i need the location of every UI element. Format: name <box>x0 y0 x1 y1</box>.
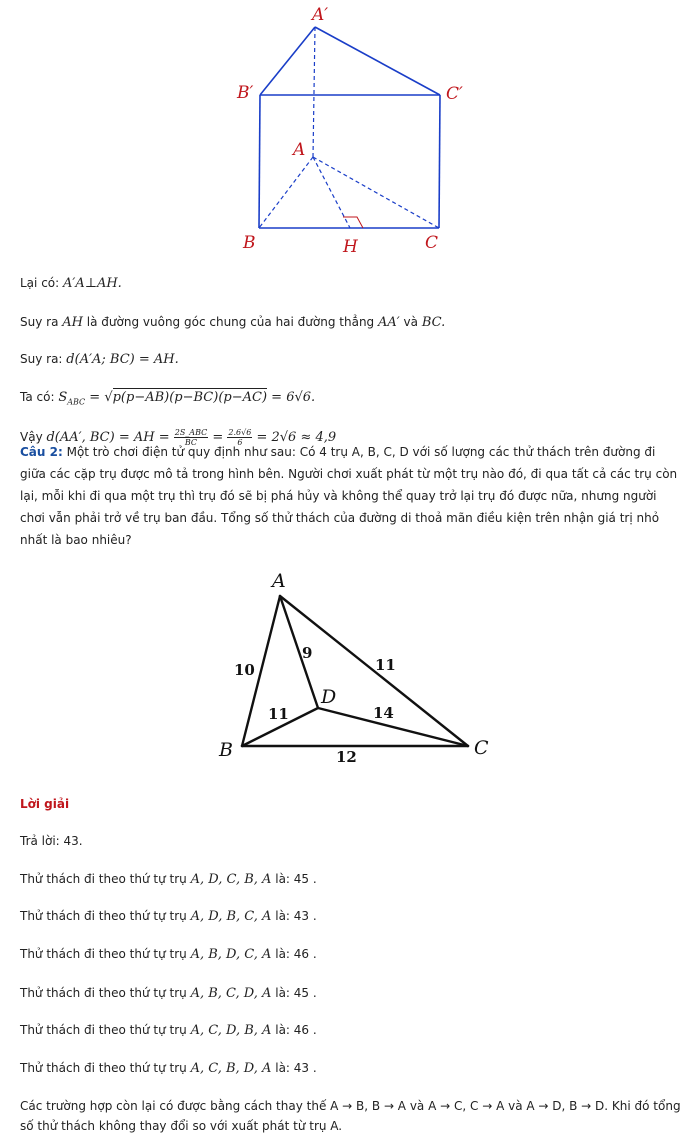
line-4 <box>20 388 685 411</box>
line-3 <box>20 350 685 369</box>
line-2-math-3: BC. <box>421 315 446 330</box>
closing-text: Các trường hợp còn lại có được bằng cách thay thế A → B, B → A và A → C, C → A và A → D, B → D. Khi đó tổng số thử thách không thay đổi so với xuất phát từ trụ A. <box>20 1099 681 1133</box>
row-value: 45 . <box>293 986 317 1000</box>
prism-figure <box>230 0 480 262</box>
right-angle-mark <box>343 217 363 228</box>
vertex-b: B <box>219 739 233 761</box>
edge-label-ad: 9 <box>302 644 313 662</box>
row-5 <box>20 1021 685 1040</box>
line-4-result: = 6√6. <box>267 390 316 405</box>
line-4-eq: = √ <box>85 390 113 405</box>
edge-label-bc: 12 <box>336 748 357 766</box>
line-5-math: d(AA′, BC) = AH = <box>46 430 174 445</box>
line-5-prefix: Vậy <box>20 430 47 444</box>
fraction-1-num: 2S_ABC <box>174 428 208 437</box>
row-1 <box>20 870 685 889</box>
label-c: C <box>425 233 439 253</box>
label-a: A <box>293 140 306 160</box>
row-mid: là: <box>271 909 294 923</box>
row-mid: là: <box>271 1023 294 1037</box>
row-mid: là: <box>271 872 294 886</box>
row-6 <box>20 1059 685 1078</box>
graph-figure <box>210 565 510 775</box>
edge-label-ac: 11 <box>375 656 396 674</box>
row-prefix: Thử thách đi theo thứ tự trụ <box>20 872 191 886</box>
line-5-eq: = <box>208 430 228 445</box>
answer-line <box>20 832 685 851</box>
line-3-prefix: Suy ra: <box>20 352 67 366</box>
line-2-prefix: Suy ra <box>20 315 63 329</box>
row-mid: là: <box>271 1061 294 1075</box>
answer-text: Trả lời: 43. <box>20 834 83 848</box>
edge-label-dc: 14 <box>373 704 394 722</box>
label-c-prime: C′ <box>446 84 463 104</box>
question-label: Câu 2: <box>20 445 63 459</box>
solution-label: Lời giải <box>20 797 70 811</box>
row-value: 43 . <box>293 1061 317 1075</box>
line-4-sub: ABC <box>67 397 86 407</box>
edge-a1-c1 <box>315 27 440 95</box>
row-value: 46 . <box>293 947 317 961</box>
line-2-math-2: AA′ <box>378 315 400 330</box>
row-value: 45 . <box>293 872 317 886</box>
edge-a-c <box>313 157 439 228</box>
edge-label-bd: 11 <box>268 705 289 723</box>
line-1-math: A′A⊥AH. <box>62 276 122 291</box>
row-order: A, B, C, D, A <box>190 986 272 1001</box>
line-4-s: S <box>58 390 68 405</box>
row-prefix: Thử thách đi theo thứ tự trụ <box>20 1061 191 1075</box>
row-2 <box>20 907 685 926</box>
row-4 <box>20 984 685 1003</box>
vertex-c: C <box>474 737 489 759</box>
edge-c1-c <box>439 95 440 228</box>
fraction-2-den: 6 <box>237 438 243 447</box>
fraction-1-den: BC <box>184 438 198 447</box>
line-4-prefix: Ta có: <box>20 390 59 404</box>
row-prefix: Thử thách đi theo thứ tự trụ <box>20 947 191 961</box>
row-order: A, B, D, C, A <box>190 947 272 962</box>
vertex-a: A <box>272 570 286 592</box>
question-paragraph <box>20 441 685 551</box>
row-order: A, D, B, C, A <box>190 909 272 924</box>
row-mid: là: <box>271 947 294 961</box>
row-3 <box>20 945 685 964</box>
edge-a-b <box>259 157 313 228</box>
line-4-radicand: p(p−AB)(p−BC)(p−AC) <box>112 390 268 405</box>
fraction-2-num: 2.6√6 <box>228 428 252 437</box>
line-2-mid: là đường vuông góc chung của hai đường thẳng <box>82 315 378 329</box>
label-a-prime: A′ <box>312 5 329 25</box>
row-order: A, C, D, B, A <box>190 1023 272 1038</box>
row-mid: là: <box>271 986 294 1000</box>
line-1-prefix: Lại có: <box>20 276 63 290</box>
edge-b1-b <box>259 95 260 228</box>
row-order: A, D, C, B, A <box>190 872 272 887</box>
edge-ac <box>280 596 468 746</box>
line-2 <box>20 313 685 332</box>
line-2-math-1: AH <box>62 315 83 330</box>
line-2-and: và <box>399 315 422 329</box>
label-b-prime: B′ <box>237 83 254 103</box>
solution-label-line <box>20 795 685 814</box>
row-order: A, C, B, D, A <box>190 1061 272 1076</box>
row-prefix: Thử thách đi theo thứ tự trụ <box>20 909 191 923</box>
label-h: H <box>343 237 358 257</box>
question-text: Một trò chơi điện tử quy định như sau: Có 4 trụ A, B, C, D với số lượng các thử thách trên đường đi giữa các cặp trụ được mô tả trong hình bên. Người chơi xuất phát từ một trụ nào đó, đi qua tất cả các trụ còn lại, mỗi khi đi qua một trụ thì trụ đó sẽ bị phá hủy và không thể quay trở lại trụ đó được nữa, nhưng người chơi vẫn phải trở về trụ ban đầu. Tổng số thử thách của đường di thoả mãn điều kiện trên nhận giá trị nhỏ nhất là bao nhiêu? <box>20 445 678 547</box>
edge-a1-b1 <box>260 27 315 95</box>
row-value: 43 . <box>293 909 317 923</box>
line-5-result: = 2√6 ≈ 4,9 <box>252 430 337 445</box>
closing-paragraph <box>20 1096 685 1136</box>
edge-a1-a <box>313 27 315 157</box>
vertex-d: D <box>321 686 337 708</box>
row-prefix: Thử thách đi theo thứ tự trụ <box>20 986 191 1000</box>
label-b: B <box>243 233 256 253</box>
edge-label-ab: 10 <box>234 661 255 679</box>
row-value: 46 . <box>293 1023 317 1037</box>
line-1 <box>20 274 685 293</box>
row-prefix: Thử thách đi theo thứ tự trụ <box>20 1023 191 1037</box>
line-3-math: d(A′A; BC) = AH. <box>66 352 179 367</box>
